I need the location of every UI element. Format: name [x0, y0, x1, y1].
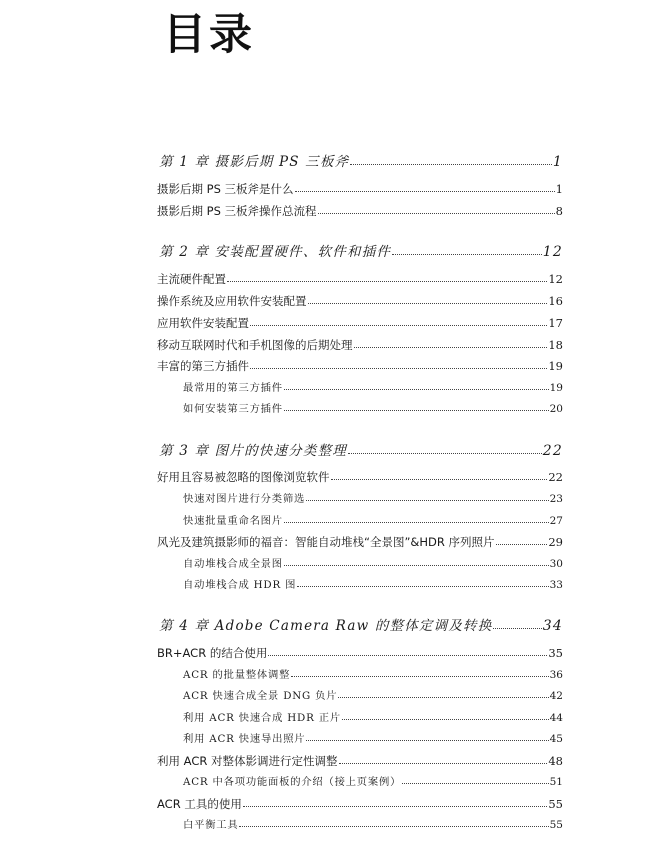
dot-leader [306, 500, 549, 501]
toc-page-number: 12 [548, 272, 563, 286]
toc-entry-sub[interactable] [183, 691, 563, 702]
toc-entry-title: 利用 ACR 快速导出照片 [183, 733, 306, 745]
toc-entry-sub[interactable] [183, 516, 563, 527]
toc-page-number: 1 [555, 182, 563, 196]
toc-entry-section[interactable] [157, 799, 563, 811]
dot-leader [250, 368, 547, 369]
toc-entry-section[interactable] [157, 184, 563, 196]
toc-entry-title: 摄影后期 PS 三板斧操作总流程 [157, 204, 317, 218]
toc-entry-title: 自动堆栈合成全景图 [183, 558, 283, 570]
toc-page-number: 35 [548, 646, 563, 660]
toc-entry-title: 白平衡工具 [183, 819, 239, 831]
toc-entry-title: 摄影后期 PS 三板斧是什么 [157, 182, 294, 196]
toc-page-number: 30 [549, 558, 563, 570]
toc-entry-title: 第 3 章 图片的快速分类整理 [159, 443, 347, 459]
toc-entry-title: 好用且容易被忽略的图像浏览软件 [157, 470, 330, 484]
toc-page-number: 23 [549, 493, 563, 505]
dot-leader [350, 164, 552, 165]
toc-page-number: 33 [549, 579, 563, 591]
toc-entry-title: 如何安装第三方插件 [183, 403, 283, 415]
toc-entry-title: 主流硬件配置 [157, 272, 226, 286]
toc-entry-title: ACR 快速合成全景 DNG 负片 [183, 690, 338, 702]
dot-leader [227, 281, 547, 282]
toc-entry-sub[interactable] [183, 713, 563, 724]
toc-entry-title: 快速批量重命名图片 [183, 515, 283, 527]
toc-page-number: 42 [549, 690, 563, 702]
toc-page-number: 1 [552, 154, 563, 170]
dot-leader [250, 325, 547, 326]
toc-entry-sub[interactable] [183, 494, 563, 505]
toc-entry-title: 第 1 章 摄影后期 PS 三板斧 [159, 154, 350, 170]
toc-page-number: 27 [549, 515, 563, 527]
toc-page-number: 16 [548, 294, 563, 308]
toc-entry-section[interactable] [157, 296, 563, 308]
toc-entry-title: 应用软件安装配置 [157, 316, 249, 330]
toc-entry-chapter[interactable] [159, 619, 563, 634]
toc-entry-section[interactable] [157, 537, 563, 549]
toc-entry-title: 第 2 章 安装配置硬件、软件和插件 [159, 244, 392, 260]
dot-leader [284, 522, 549, 523]
toc-page-number: 12 [542, 244, 563, 260]
toc-entry-title: 利用 ACR 快速合成 HDR 正片 [183, 712, 341, 724]
toc-page-number: 55 [549, 819, 563, 831]
dot-leader [342, 719, 549, 720]
toc-entry-title: 丰富的第三方插件 [157, 359, 249, 373]
dot-leader [243, 806, 548, 807]
toc-entry-sub[interactable] [183, 580, 563, 591]
toc-entry-title: ACR 工具的使用 [157, 797, 242, 811]
toc-page-number: 8 [555, 204, 563, 218]
toc-page-number: 29 [548, 535, 563, 549]
dot-leader [493, 628, 541, 629]
toc-entry-title: 快速对图片进行分类筛选 [183, 493, 306, 505]
toc-entry-title: 第 4 章 Adobe Camera Raw 的整体定调及转换 [159, 618, 493, 634]
toc-page-number: 20 [549, 403, 563, 415]
toc-entry-title: 移动互联网时代和手机图像的后期处理 [157, 338, 353, 352]
toc-page-number: 55 [548, 797, 563, 811]
dot-leader [308, 303, 548, 304]
toc-page-number: 17 [548, 316, 563, 330]
toc-entry-section[interactable] [157, 206, 563, 218]
toc-entry-section[interactable] [157, 756, 563, 768]
toc-page-number: 18 [548, 338, 563, 352]
dot-leader [239, 826, 548, 827]
toc-entry-sub[interactable] [183, 734, 563, 745]
toc-entry-section[interactable] [157, 648, 563, 660]
toc-entry-title: 利用 ACR 对整体影调进行定性调整 [157, 754, 338, 768]
toc-entry-chapter[interactable] [159, 245, 563, 260]
toc-entry-title: 最常用的第三方插件 [183, 382, 283, 394]
toc-entry-sub[interactable] [183, 777, 563, 788]
toc-entry-title: BR+ACR 的结合使用 [157, 646, 268, 660]
toc-page-number: 36 [549, 669, 563, 681]
dot-leader [339, 763, 548, 764]
toc-entry-sub[interactable] [183, 820, 563, 831]
toc-entry-section[interactable] [157, 318, 563, 330]
toc-entry-title: 自动堆栈合成 HDR 图 [183, 579, 297, 591]
dot-leader [496, 544, 548, 545]
toc-entry-chapter[interactable] [159, 155, 563, 170]
toc-entry-sub[interactable] [183, 670, 563, 681]
dot-leader [284, 565, 549, 566]
dot-leader [306, 740, 548, 741]
toc-entry-section[interactable] [157, 472, 563, 484]
toc-page-number: 44 [549, 712, 563, 724]
dot-leader [268, 655, 547, 656]
dot-leader [402, 783, 548, 784]
toc-entry-section[interactable] [157, 361, 563, 373]
toc-page-number: 19 [548, 359, 563, 373]
toc-entry-chapter[interactable] [159, 444, 563, 459]
toc-page-number: 48 [548, 754, 563, 768]
dot-leader [354, 347, 548, 348]
dot-leader [291, 676, 548, 677]
toc-page-number: 34 [542, 618, 563, 634]
toc-page-number: 45 [549, 733, 563, 745]
dot-leader [318, 213, 555, 214]
toc-page-number: 51 [549, 776, 563, 788]
dot-leader [284, 410, 549, 411]
dot-leader [297, 586, 548, 587]
dot-leader [295, 191, 555, 192]
toc-entry-title: ACR 中各项功能面板的介绍（接上页案例） [183, 776, 402, 788]
toc-page-number: 22 [542, 443, 563, 459]
toc-page-number: 22 [548, 470, 563, 484]
toc-entry-sub[interactable] [183, 404, 563, 415]
toc-entry-title: 风光及建筑摄影师的福音：智能自动堆栈“全景图”&HDR 序列照片 [157, 535, 495, 549]
dot-leader [348, 453, 542, 454]
dot-leader [338, 697, 548, 698]
toc-page-number: 19 [549, 382, 563, 394]
toc-entry-title: ACR 的批量整体调整 [183, 669, 291, 681]
toc-entry-sub[interactable] [183, 559, 563, 570]
toc-entry-title: 操作系统及应用软件安装配置 [157, 294, 307, 308]
dot-leader [331, 479, 548, 480]
dot-leader [284, 389, 549, 390]
toc-entry-section[interactable] [157, 340, 563, 352]
toc-entry-section[interactable] [157, 274, 563, 286]
toc-entry-sub[interactable] [183, 383, 563, 394]
page-title: 目录 [163, 10, 255, 60]
dot-leader [392, 254, 542, 255]
